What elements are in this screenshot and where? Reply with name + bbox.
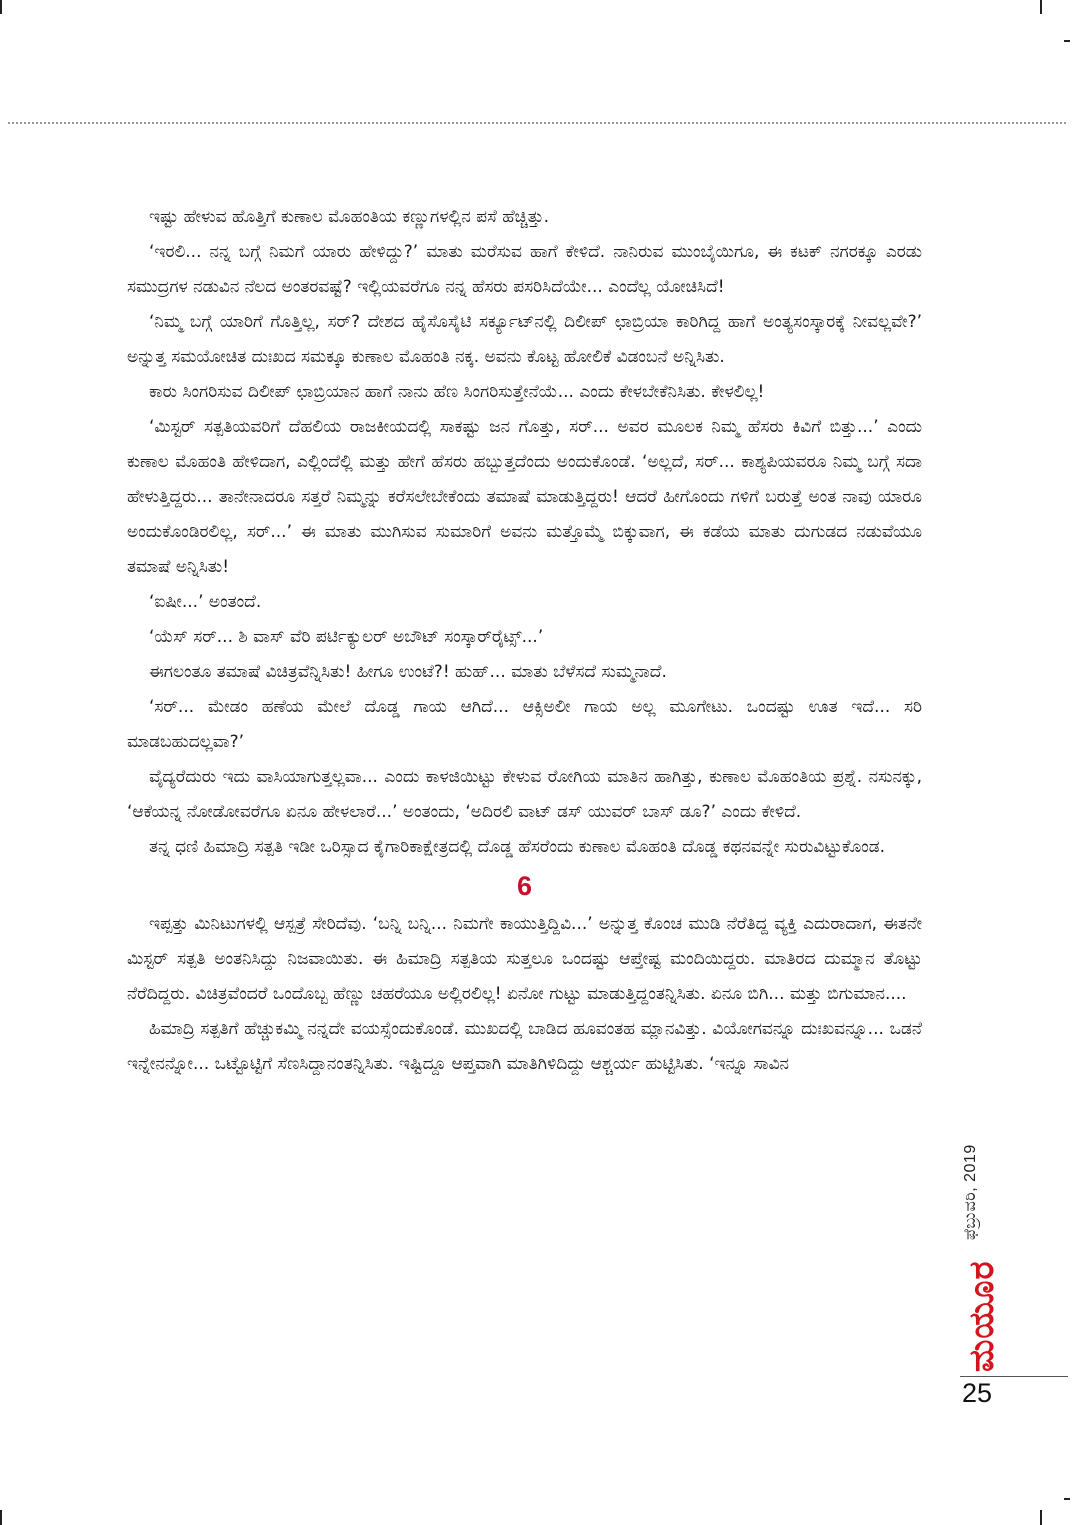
magazine-logo: ಮಯೂರ (962, 1260, 1002, 1372)
paragraph: ತನ್ನ ಧಣಿ ಹಿಮಾದ್ರಿ ಸತ್ಪತಿ ಇಡೀ ಒರಿಸ್ಸಾದ ಕೈಗಾರಿಕಾಕ್ಷೇತ್ರದಲ್ಲಿ ದೊಡ್ಡ ಹೆಸರೆಂದು ಕುಣಾಲ ಮೊಹಂತಿ ದೊಡ್ಡ ಕಥನವನ್ನೇ ಸುರುವಿಟ್ಟುಕೊಂಡ. (149, 837, 885, 857)
article-body (127, 200, 922, 1082)
paragraph: ‘ಇರಲಿ... ನನ್ನ ಬಗ್ಗೆ ನಿಮಗೆ ಯಾರು ಹೇಳಿದ್ದು?’ ಮಾತು ಮರೆಸುವ ಹಾಗೆ ಕೇಳಿದೆ. ನಾನಿರುವ ಮುಂಬೈಯಿಗೂ, ಈ ಕಟಕ್ ನಗರಕ್ಕೂ ಎರಡು ಸಮುದ್ರಗಳ ನಡುವಿನ ನೆಲದ ಅಂತರವಷ್ಟೆ? ಇಲ್ಲಿಯವರೆಗೂ ನನ್ನ ಹೆಸರು ಪಸರಿಸಿದೆಯೇ... ಎಂದೆಲ್ಲ ಯೋಚಿಸಿದೆ! (127, 242, 922, 297)
crop-mark-top-left (0, 0, 2, 14)
paragraph: ‘ಐಷೀ...’ ಅಂತಂದೆ. (149, 592, 262, 612)
page-number-rule (960, 1376, 1068, 1377)
paragraph: ಇಷ್ಟು ಹೇಳುವ ಹೊತ್ತಿಗೆ ಕುಣಾಲ ಮೊಹಂತಿಯ ಕಣ್ಣುಗಳಲ್ಲಿನ ಪಸೆ ಹೆಚ್ಚಿತ್ತು. (149, 207, 550, 227)
page-number: 25 (962, 1378, 993, 1408)
paragraph: ಈಗಲಂತೂ ತಮಾಷೆ ವಿಚಿತ್ರವೆನ್ನಿಸಿತು! ಹೀಗೂ ಉಂಟೆ?! ಹುಹ್... ಮಾತು ಬೆಳೆಸದೆ ಸುಮ್ಮನಾದೆ. (149, 662, 667, 682)
paragraph: ಇಪ್ಪತ್ತು ಮಿನಿಟುಗಳಲ್ಲಿ ಆಸ್ಪತ್ರೆ ಸೇರಿದೆವು. ‘ಬನ್ನಿ ಬನ್ನಿ... ನಿಮಗೇ ಕಾಯುತ್ತಿದ್ದಿವಿ...’ ಅನ್ನುತ್ತ ಕೊಂಚ ಮುಡಿ ನೆರೆತಿದ್ದ ವ್ಯಕ್ತಿ ಎದುರಾದಾಗ, ಈತನೇ ಮಿಸ್ಟರ್ ಸತ್ಪತಿ ಅಂತನಿಸಿದ್ದು ನಿಜವಾಯಿತು. ಈ ಹಿಮಾದ್ರಿ ಸತ್ಪತಿಯ ಸುತ್ತಲೂ ಒಂದಷ್ಟು ಆಪ್ತೇಷ್ಟ ಮಂದಿಯಿದ್ದರು. ಮಾತಿರದ ದುಮ್ಮಾನ ತೊಟ್ಟು ನೆರೆದಿದ್ದರು. ವಿಚಿತ್ರವೆಂದರೆ ಒಂದೊಬ್ಬ ಹೆಣ್ಣು ಚಹರೆಯೂ ಅಲ್ಲಿರಲಿಲ್ಲ! ಏನೋ ಗುಟ್ಟು ಮಾಡುತ್ತಿದ್ದಂತನ್ನಿಸಿತು. ಏನೂ ಬಿಗಿ... ಮತ್ತು ಬಿಗುಮಾನ.... (127, 914, 922, 1004)
issue-date: ಫೆಬ್ರುವರಿ, 2019 (962, 1144, 979, 1240)
paragraph: ವೈದ್ಯರೆದುರು ಇದು ವಾಸಿಯಾಗುತ್ತಲ್ಲವಾ... ಎಂದು ಕಾಳಜಿಯಿಟ್ಟು ಕೇಳುವ ರೋಗಿಯ ಮಾತಿನ ಹಾಗಿತ್ತು, ಕುಣಾಲ ಮೊಹಂತಿಯ ಪ್ರಶ್ನೆ. ನಸುನಕ್ಕು, ‘ಆಕೆಯನ್ನ ನೋಡೋವರೆಗೂ ಏನೂ ಹೇಳಲಾರೆ...’ ಅಂತಂದು, ‘ಅದಿರಲಿ ವಾಟ್ ಡಸ್ ಯುವರ್ ಬಾಸ್ ಡೂ?’ ಎಂದು ಕೇಳಿದೆ. (127, 767, 922, 822)
paragraph: ಕಾರು ಸಿಂಗರಿಸುವ ದಿಲೀಪ್ ಛಾಬ್ರಿಯಾನ ಹಾಗೆ ನಾನು ಹೆಣ ಸಿಂಗರಿಸುತ್ತೇನೆಯೆ... ಎಂದು ಕೇಳಬೇಕೆನಿಸಿತು. ಕೇಳಲಿಲ್ಲ! (149, 382, 765, 402)
crop-mark-top-edge (1064, 40, 1070, 42)
crop-mark-bottom-right (1040, 1510, 1042, 1525)
paragraph: ‘ನಿಮ್ಮ ಬಗ್ಗೆ ಯಾರಿಗೆ ಗೊತ್ತಿಲ್ಲ, ಸರ್? ದೇಶದ ಹೈಸೊಸೈಟಿ ಸರ್ಕ್ಯೂಟ್‌ನಲ್ಲಿ ದಿಲೀಪ್ ಛಾಬ್ರಿಯಾ ಕಾರಿಗಿದ್ದ ಹಾಗೆ ಅಂತ್ಯಸಂಸ್ಕಾರಕ್ಕೆ ನೀವಲ್ಲವೇ?’ ಅನ್ನುತ್ತ ಸಮಯೋಚಿತ ದುಃಖದ ಸಮಕ್ಕೂ ಕುಣಾಲ ಮೊಹಂತಿ ನಕ್ಕ. ಅವನು ಕೊಟ್ಟ ಹೋಲಿಕೆ ವಿಡಂಬನೆ ಅನ್ನಿಸಿತು. (127, 312, 922, 367)
paragraph: ‘ಸರ್... ಮೇಡಂ ಹಣೆಯ ಮೇಲೆ ದೊಡ್ಡ ಗಾಯ ಆಗಿದೆ... ಆಕ್ಸಿಅಲೀ ಗಾಯ ಅಲ್ಲ ಮೂಗೇಟು. ಒಂದಷ್ಟು ಊತ ಇದೆ... ಸರಿ ಮಾಡಬಹುದಲ್ಲವಾ?’ (127, 697, 922, 752)
paragraph: ಹಿಮಾದ್ರಿ ಸತ್ಪತಿಗೆ ಹೆಚ್ಚುಕಮ್ಮಿ ನನ್ನದೇ ವಯಸ್ಸೆಂದುಕೊಂಡೆ. ಮುಖದಲ್ಲಿ ಬಾಡಿದ ಹೂವಂತಹ ಮ್ಲಾನವಿತ್ತು. ವಿಯೋಗವನ್ನೂ ದುಃಖವನ್ನೂ... ಒಡನೆ ಇನ್ನೇನನ್ನೋ... ಒಟ್ಟೊಟ್ಟಿಗೆ ಸೆಣಸಿದ್ದಾನಂತನ್ನಿಸಿತು. ಇಷ್ಟಿದ್ದೂ ಆಪ್ತವಾಗಿ ಮಾತಿಗಿಳಿದಿದ್ದು ಆಶ್ಚರ್ಯ ಹುಟ್ಟಿಸಿತು. ‘ಇನ್ನೂ ಸಾವಿನ (127, 1019, 922, 1074)
paragraph: ‘ಯೆಸ್ ಸರ್... ಶಿ ವಾಸ್ ವೆರಿ ಪರ್ಟಿಕ್ಯುಲರ್ ಅಬೌಟ್ ಸಂಸ್ಕಾರ್‌ರೈಟ್ಸ್...’ (149, 627, 544, 647)
paragraph: ‘ಮಿಸ್ಟರ್ ಸತ್ಪತಿಯವರಿಗೆ ದೆಹಲಿಯ ರಾಜಕೀಯದಲ್ಲಿ ಸಾಕಷ್ಟು ಜನ ಗೊತ್ತು, ಸರ್... ಅವರ ಮೂಲಕ ನಿಮ್ಮ ಹೆಸರು ಕಿವಿಗೆ ಬಿತ್ತು...’ ಎಂದು ಕುಣಾಲ ಮೊಹಂತಿ ಹೇಳಿದಾಗ, ಎಲ್ಲಿಂದೆಲ್ಲಿ ಮತ್ತು ಹೇಗೆ ಹೆಸರು ಹಬ್ಬುತ್ತದೆಂದು ಅಂದುಕೊಂಡೆ. ‘ಅಲ್ಲದೆ, ಸರ್... ಕಾಶ್ಯಪಿಯವರೂ ನಿಮ್ಮ ಬಗ್ಗೆ ಸದಾ ಹೇಳುತ್ತಿದ್ದರು... ತಾನೇನಾದರೂ ಸತ್ತರೆ ನಿಮ್ಮನ್ನು ಕರೆಸಲೇಬೇಕೆಂದು ತಮಾಷೆ ಮಾಡುತ್ತಿದ್ದರು! ಆದರೆ ಹೀಗೊಂದು ಗಳಿಗೆ ಬರುತ್ತೆ ಅಂತ ನಾವು ಯಾರೂ ಅಂದುಕೊಂಡಿರಲಿಲ್ಲ, ಸರ್...’ ಈ ಮಾತು ಮುಗಿಸುವ ಸುಮಾರಿಗೆ ಅವನು ಮತ್ತೊಮ್ಮೆ ಬಿಕ್ಕುವಾಗ, ಈ ಕಡೆಯ ಮಾತು ದುಗುಡದ ನಡುವೆಯೂ ತಮಾಷೆ ಅನ್ನಿಸಿತು! (127, 417, 922, 577)
header-dotted-rule (8, 122, 1066, 124)
crop-mark-bottom-edge (1064, 1498, 1070, 1500)
crop-mark-top-right (1040, 0, 1042, 14)
crop-mark-bottom-left (0, 1510, 2, 1525)
section-number: 6 (516, 871, 533, 901)
